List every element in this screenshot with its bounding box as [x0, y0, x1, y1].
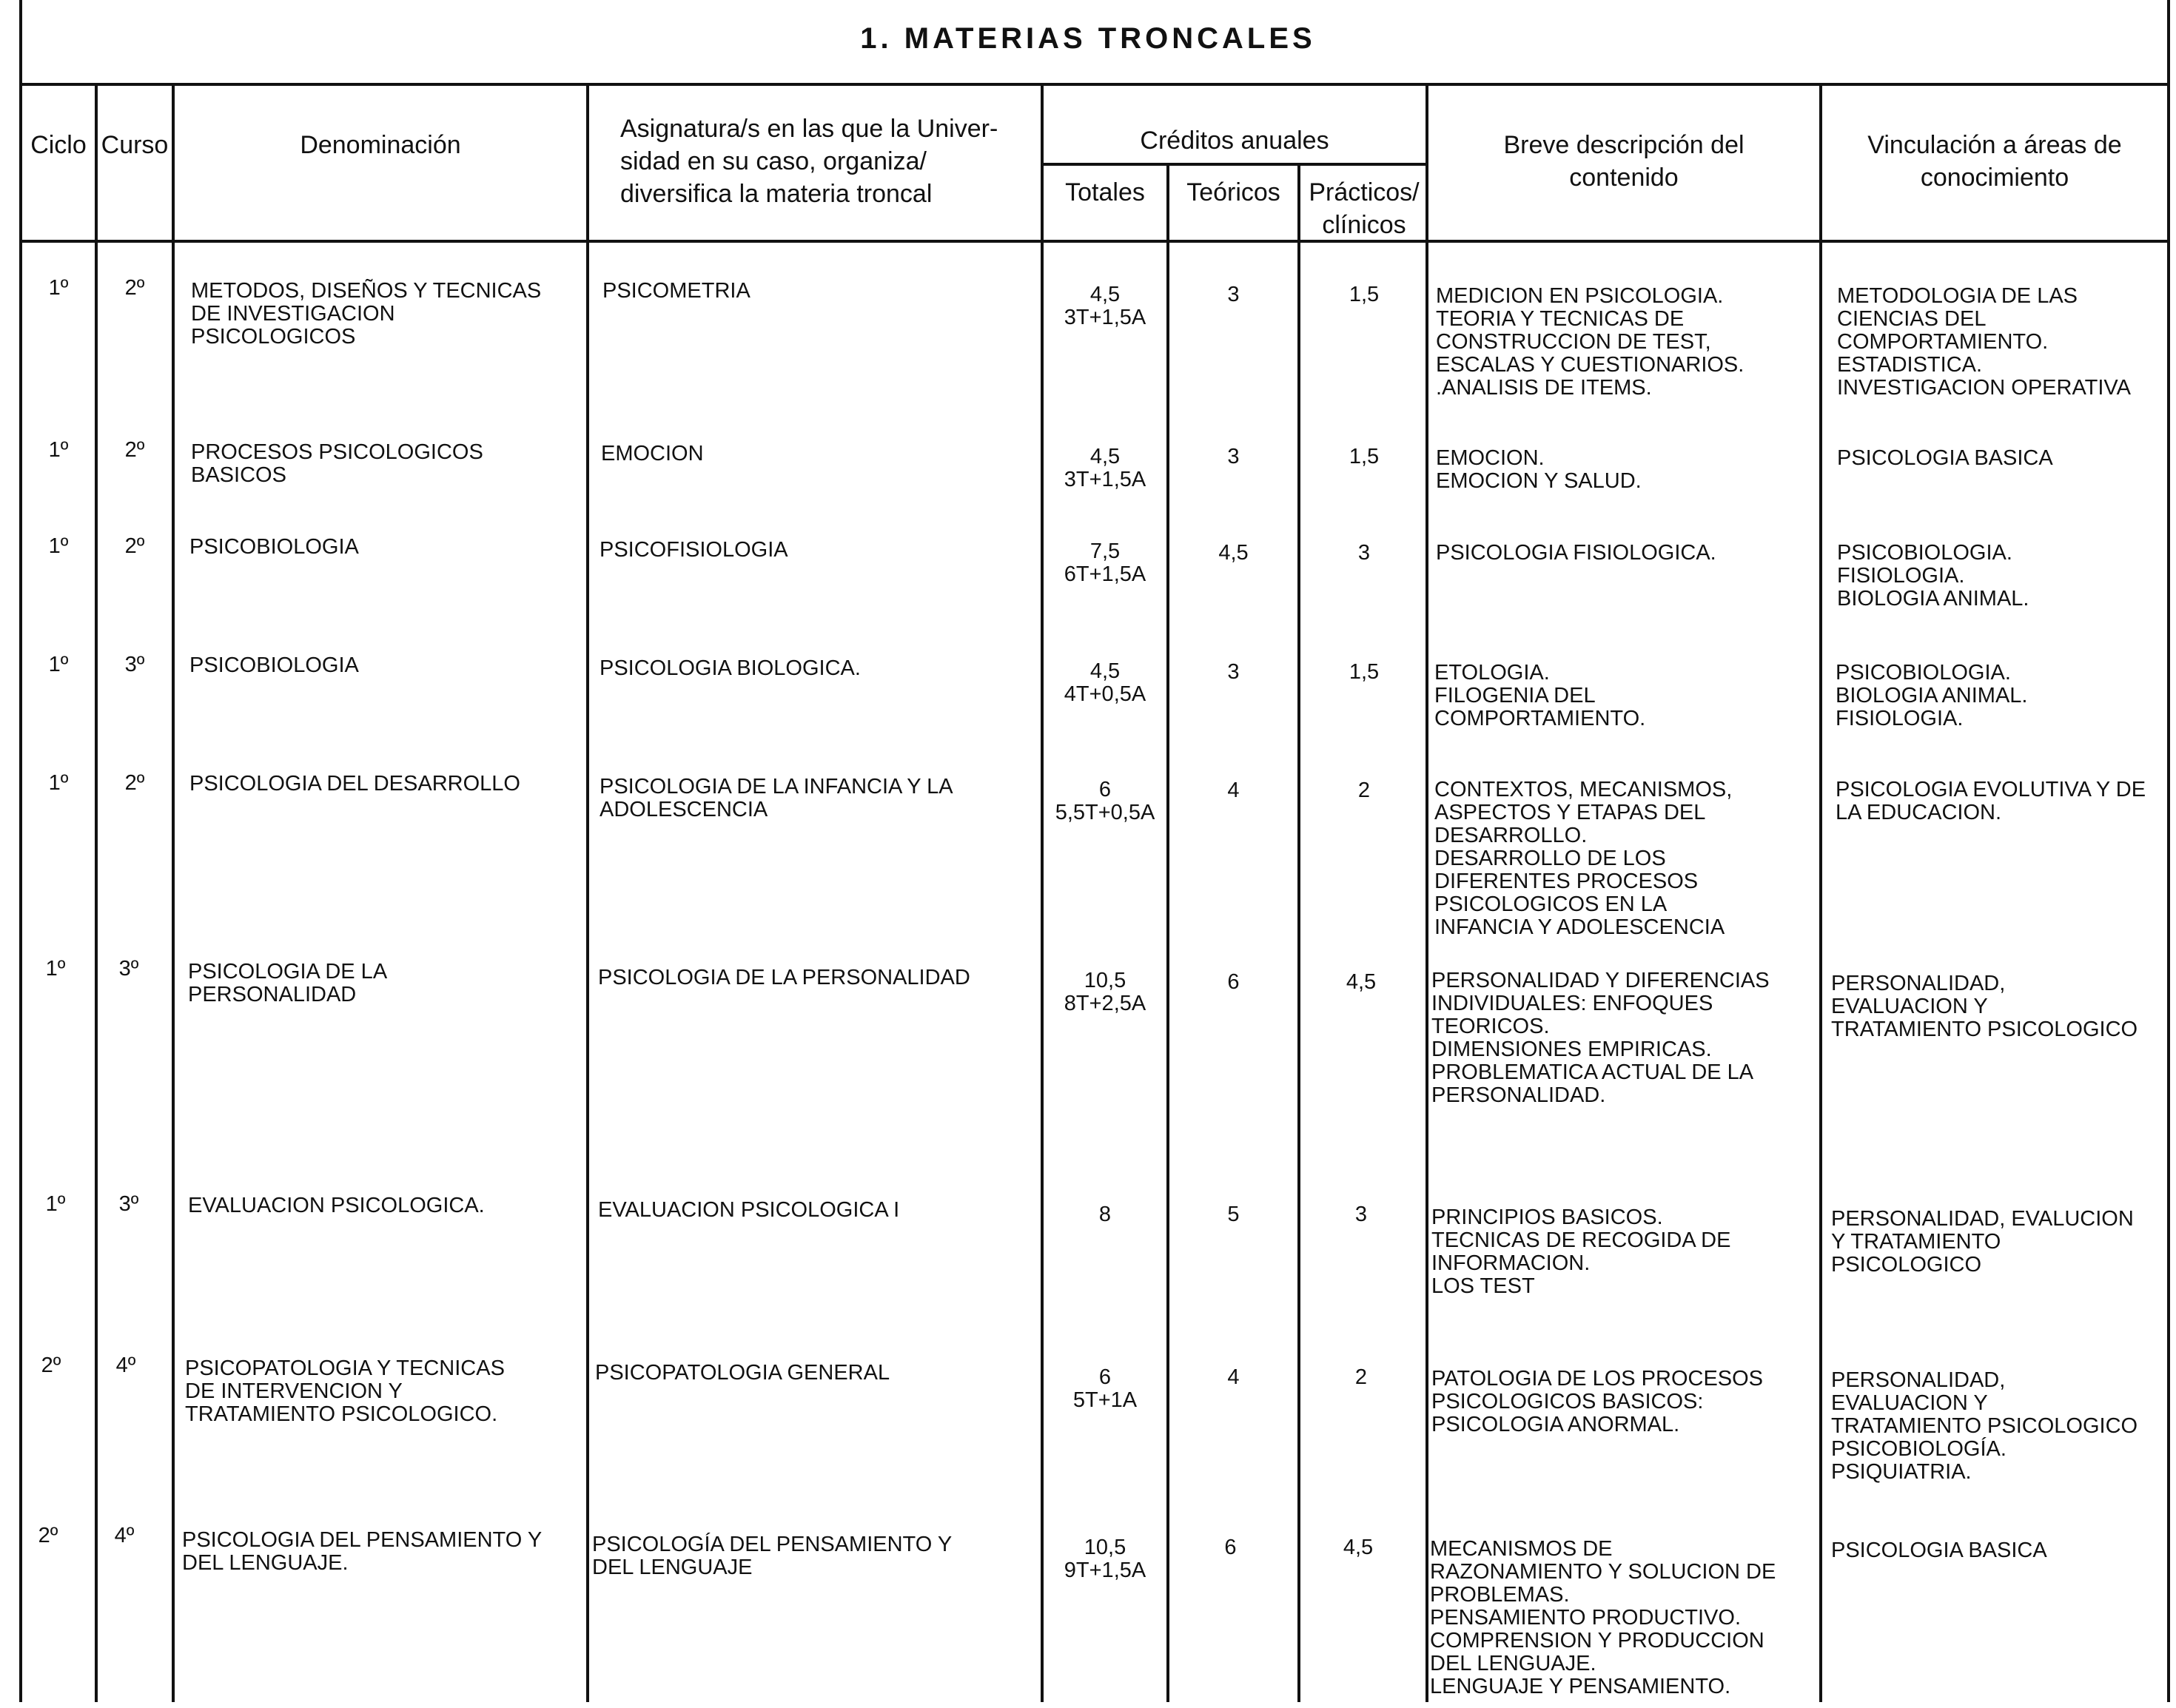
header-descripcion: Breve descripción del contenido — [1503, 131, 1745, 192]
header-vinculacion: Vinculación a áreas de conocimiento — [1867, 131, 2122, 192]
row-6-vinculacion: PERSONALIDAD, EVALUACION Y TRATAMIENTO PSICOLOGICO — [1831, 972, 2138, 1041]
header-practicos: Prácticos/ clínicos — [1309, 178, 1420, 239]
row-3-denominacion: PSICOBIOLOGIA — [189, 535, 359, 559]
row-7-descripcion: PRINCIPIOS BASICOS. TECNICAS DE RECOGIDA DE INFORMACION. LOS TEST — [1431, 1206, 1731, 1298]
row-1-asignatura: PSICOMETRIA — [602, 279, 750, 303]
row-6-curso: 3º — [118, 957, 139, 981]
col-rule-6 — [1297, 163, 1300, 1702]
row-6-ciclo: 1º — [45, 957, 66, 981]
header-denominacion: Denominación — [300, 131, 461, 159]
row-2-asignatura: EMOCION — [601, 442, 704, 465]
row-6-teoricos: 6 — [1227, 970, 1240, 994]
row-8-asignatura: PSICOPATOLOGIA GENERAL — [595, 1361, 890, 1385]
row-6-practicos: 4,5 — [1346, 970, 1377, 994]
row-3-totales: 7,5 6T+1,5A — [1064, 539, 1146, 586]
row-8-totales: 6 5T+1A — [1072, 1365, 1138, 1412]
row-4-practicos: 1,5 — [1349, 660, 1380, 684]
row-8-denominacion: PSICOPATOLOGIA Y TECNICAS DE INTERVENCION Y TRATAMIENTO PSICOLOGICO. — [185, 1356, 505, 1426]
title-rule — [19, 83, 2170, 86]
row-6-denominacion: PSICOLOGIA DE LA PERSONALIDAD — [188, 960, 388, 1006]
row-1-practicos: 1,5 — [1349, 283, 1380, 306]
row-1-vinculacion: METODOLOGIA DE LAS CIENCIAS DEL COMPORTAMIENTO. ESTADISTICA. INVESTIGACION OPERATIVA — [1837, 284, 2131, 400]
row-3-descripcion: PSICOLOGIA FISIOLOGICA. — [1436, 541, 1716, 565]
row-6-asignatura: PSICOLOGIA DE LA PERSONALIDAD — [598, 966, 970, 989]
row-2-teoricos: 3 — [1227, 445, 1240, 468]
row-4-descripcion: ETOLOGIA. FILOGENIA DEL COMPORTAMIENTO. — [1434, 661, 1646, 730]
row-2-practicos: 1,5 — [1349, 445, 1380, 468]
col-rule-2 — [172, 83, 175, 1702]
row-7-asignatura: EVALUACION PSICOLOGICA I — [598, 1198, 900, 1222]
row-5-totales: 6 5,5T+0,5A — [1055, 778, 1155, 824]
row-8-practicos: 2 — [1354, 1365, 1368, 1389]
row-3-ciclo: 1º — [48, 534, 69, 558]
row-8-curso: 4º — [115, 1354, 136, 1377]
row-2-vinculacion: PSICOLOGIA BASICA — [1837, 446, 2053, 470]
row-1-denominacion: METODOS, DISEÑOS Y TECNICAS DE INVESTIGACION PSICOLOGICOS — [191, 279, 542, 349]
header-ciclo: Ciclo — [30, 131, 87, 159]
col-rule-3 — [586, 83, 589, 1702]
row-2-totales: 4,5 3T+1,5A — [1064, 445, 1146, 491]
row-9-denominacion: PSICOLOGIA DEL PENSAMIENTO Y DEL LENGUAJE. — [182, 1528, 543, 1575]
row-8-teoricos: 4 — [1227, 1365, 1240, 1389]
row-3-teoricos: 4,5 — [1218, 541, 1249, 565]
row-5-practicos: 2 — [1357, 779, 1371, 802]
row-7-practicos: 3 — [1354, 1203, 1368, 1226]
col-rule-8 — [1819, 83, 1822, 1702]
row-5-teoricos: 4 — [1227, 779, 1240, 802]
row-8-vinculacion: PERSONALIDAD, EVALUACION Y TRATAMIENTO PSICOLOGICO PSICOBIOLOGÍA. PSIQUIATRIA. — [1831, 1368, 2138, 1484]
header-totales: Totales — [1065, 178, 1145, 206]
row-8-descripcion: PATOLOGIA DE LOS PROCESOS PSICOLOGICOS BASICOS: PSICOLOGIA ANORMAL. — [1431, 1367, 1764, 1436]
row-3-curso: 2º — [124, 534, 145, 558]
row-6-descripcion: PERSONALIDAD Y DIFERENCIAS INDIVIDUALES: ENFOQUES TEORICOS. DIMENSIONES EMPIRICAS. PROBLEMATICA ACTUAL DE LA PERSONALIDAD. — [1431, 969, 1770, 1107]
row-9-vinculacion: PSICOLOGIA BASICA — [1831, 1539, 2047, 1562]
row-4-teoricos: 3 — [1227, 660, 1240, 684]
frame-left — [19, 0, 22, 1702]
row-9-asignatura: PSICOLOGÍA DEL PENSAMIENTO Y DEL LENGUAJE — [592, 1533, 953, 1579]
page-title: 1. MATERIAS TRONCALES — [860, 22, 1316, 55]
row-6-totales: 10,5 8T+2,5A — [1064, 969, 1146, 1015]
row-4-asignatura: PSICOLOGIA BIOLOGICA. — [600, 656, 861, 680]
row-7-teoricos: 5 — [1227, 1203, 1240, 1226]
credits-subrule — [1041, 163, 1427, 166]
row-4-vinculacion: PSICOBIOLOGIA. BIOLOGIA ANIMAL. FISIOLOGIA. — [1836, 661, 2028, 730]
header-creditos: Créditos anuales — [1140, 127, 1329, 155]
row-4-curso: 3º — [124, 653, 145, 676]
row-2-curso: 2º — [124, 438, 145, 462]
row-8-ciclo: 2º — [41, 1354, 61, 1377]
row-2-ciclo: 1º — [48, 438, 69, 462]
header-asignatura: Asignatura/s en las que la Univer- sidad en su caso, organiza/ diversifica la materia troncal — [620, 115, 998, 208]
row-9-ciclo: 2º — [38, 1524, 58, 1547]
row-7-denominacion: EVALUACION PSICOLOGICA. — [188, 1194, 485, 1217]
row-2-denominacion: PROCESOS PSICOLOGICOS BASICOS — [191, 440, 483, 487]
header-curso: Curso — [101, 131, 169, 159]
header-rule — [19, 240, 2170, 243]
row-5-curso: 2º — [124, 771, 145, 795]
row-9-descripcion: MECANISMOS DE RAZONAMIENTO Y SOLUCION DE PROBLEMAS. PENSAMIENTO PRODUCTIVO. COMPRENSION Y PRODUCCION DEL LENGUAJE. LENGUAJE Y PENSAMIENTO. — [1430, 1537, 1776, 1698]
row-5-vinculacion: PSICOLOGIA EVOLUTIVA Y DE LA EDUCACION. — [1836, 778, 2146, 824]
row-5-ciclo: 1º — [48, 771, 69, 795]
col-rule-7 — [1426, 83, 1428, 1702]
row-5-asignatura: PSICOLOGIA DE LA INFANCIA Y LA ADOLESCENCIA — [600, 775, 953, 821]
row-1-descripcion: MEDICION EN PSICOLOGIA. TEORIA Y TECNICAS DE CONSTRUCCION DE TEST, ESCALAS Y CUESTIONARIOS. .ANALISIS DE ITEMS. — [1436, 284, 1745, 400]
row-4-denominacion: PSICOBIOLOGIA — [189, 653, 359, 677]
row-1-teoricos: 3 — [1227, 283, 1240, 306]
row-7-curso: 3º — [118, 1192, 139, 1216]
row-9-practicos: 4,5 — [1343, 1536, 1374, 1559]
row-5-denominacion: PSICOLOGIA DEL DESARROLLO — [189, 772, 520, 796]
row-4-ciclo: 1º — [48, 653, 69, 676]
row-7-ciclo: 1º — [45, 1192, 66, 1216]
row-9-totales: 10,5 9T+1,5A — [1064, 1536, 1146, 1582]
row-2-descripcion: EMOCION. EMOCION Y SALUD. — [1436, 446, 1642, 493]
row-3-practicos: 3 — [1357, 541, 1371, 565]
row-9-curso: 4º — [114, 1524, 135, 1547]
row-4-totales: 4,5 4T+0,5A — [1064, 659, 1146, 706]
row-7-vinculacion: PERSONALIDAD, EVALUCION Y TRATAMIENTO PSICOLOGICO — [1831, 1207, 2134, 1277]
row-3-asignatura: PSICOFISIOLOGIA — [600, 538, 788, 562]
row-3-vinculacion: PSICOBIOLOGIA. FISIOLOGIA. BIOLOGIA ANIMAL. — [1837, 541, 2029, 611]
row-1-curso: 2º — [124, 276, 145, 300]
col-rule-5 — [1166, 163, 1169, 1702]
row-1-ciclo: 1º — [48, 276, 69, 300]
frame-right — [2167, 0, 2170, 1702]
row-7-totales: 8 — [1098, 1203, 1112, 1226]
col-rule-1 — [95, 83, 98, 1702]
row-5-descripcion: CONTEXTOS, MECANISMOS, ASPECTOS Y ETAPAS DEL DESARROLLO. DESARROLLO DE LOS DIFERENTES PROCESOS PSICOLOGICOS EN LA INFANCIA Y ADOLESCENCIA — [1434, 778, 1733, 939]
row-9-teoricos: 6 — [1224, 1536, 1237, 1559]
header-teoricos: Teóricos — [1186, 178, 1280, 206]
row-1-totales: 4,5 3T+1,5A — [1064, 283, 1146, 329]
